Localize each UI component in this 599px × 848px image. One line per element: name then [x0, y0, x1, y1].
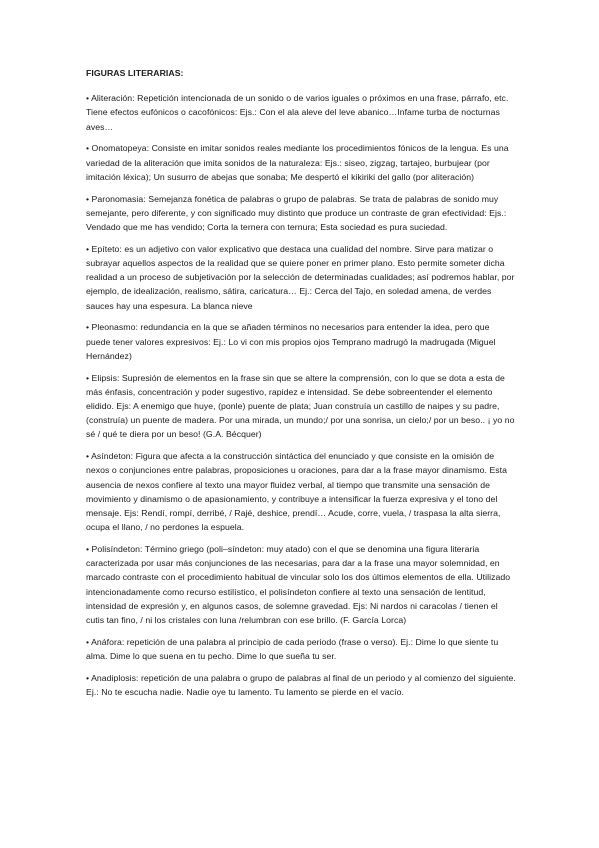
paragraph-epiteto: • Epíteto: es un adjetivo con valor explicativo que destaca una cualidad del nombre. Sirve para matizar o subrayar aquellos aspectos de la realidad que se quiere poner en primer plano. Esto permite someter dicha realidad a un proceso de subjetivación por la selección de determinadas cualidades; así podremos hablar, por ejemplo, de idealización, realismo, sátira, caricatura… Ej.: Cerca del Tajo, en soledad amena, de verdes sauces hay una espesura. La blanca nieve [86, 243, 515, 311]
paragraph-onomatopeya: • Onomatopeya: Consiste en imitar sonidos reales mediante los procedimientos fónicos de la lengua. Es una variedad de la aliteración que imita sonidos de la naturaleza: Ejs.: siseo, zigzag, tartajeo, burbujear (por imitación léxica); Un susurro de abejas que sonaba; Me despertó el kikiriki del gallo (por aliteración) [86, 143, 509, 182]
paragraph-asindeton: • Asíndeton: Figura que afecta a la construcción sintáctica del enunciado y que consiste en la omisión de nexos o conjunciones entre palabras, proposiciones u oraciones, para dar a la frase mayor dinamismo. Esta ausencia de nexos confiere al texto una mayor fluidez verbal, al tiempo que transmite una sensación de movimiento y dinamismo o de apasionamiento, y contribuye a intensificar la fuerza expresiva y el tono del mensaje. Ejs: Rendí, rompí, derribé, / Rajé, deshice, prendí… Acude, corre, vuela, / traspasa la alta sierra, ocupa el llano, / no perdones la espuela. [86, 451, 508, 533]
paragraph-anafora: • Anáfora: repetición de una palabra al principio de cada periodo (frase o verso). Ej.: Dime lo que siente tu alma. Dime lo que suena en tu pecho. Dime lo que sueña tu ser. [86, 636, 499, 662]
paragraph-elipsis: • Elipsis: Supresión de elementos en la frase sin que se altere la comprensión, con lo que se dota a esta de más énfasis, concentración y poder sugestivo, rapidez e intensidad. Se debe sobreentender el elemento elidido. Ejs: A enemigo que huye, (ponle) puente de plata; Juan construía un castillo de naipes y su padre, (construía) un puente de madera. Por una mirada, un mundo;/ por una sonrisa, un cielo;/ por un beso.. ¡ yo no sé / qué te diera por un beso! (G.A. Bécquer) [86, 372, 515, 440]
document-title: FIGURAS LITERARIAS: [86, 68, 184, 78]
paragraph-anadiplosis: • Anadiplosis: repetición de una palabra o grupo de palabras al final de un periodo y al comienzo del siguiente. Ej.: No te escucha nadie. Nadie oye tu lamento. Tu lamento se pierde en el vacío. [86, 672, 516, 698]
paragraph-polisindeton: • Polisíndeton: Término griego (poli–síndeton: muy atado) con el que se denomina una figura literaria caracterizada por usar más conjunciones de las necesarias, para dar a la frase una mayor solemnidad, en marcado contraste con el procedimiento habitual de vincular solo los dos últimos elementos de ella. Utilizado intencionadamente como recurso estilístico, el polisíndeton confiere al texto una sensación de lentitud, intensidad de expresión y, en algunos casos, de solemne gravedad. Ejs: Ni nardos ni caracolas / tienen el cutis tan fino, / ni los cristales con luna /relumbran con ese brillo. (F. García Lorca) [86, 544, 511, 626]
paragraph-pleonasmo: • Pleonasmo: redundancia en la que se añaden términos no necesarios para entender la idea, pero que puede tener valores expresivos: Ej.: Lo vi con mis propios ojos Temprano madrugó la madrugada (Miguel Hernández) [86, 322, 496, 361]
paragraph-aliteracion: • Aliteración: Repetición intencionada de un sonido o de varios iguales o próximos en una frase, párrafo, etc. Tiene efectos eufónicos o cacofónicos: Ejs.: Con el ala aleve del leve abanico…Infame turba de nocturnas aves… [86, 93, 509, 132]
document-body [86, 66, 516, 707]
paragraph-paronomasia: • Paronomasia: Semejanza fonética de palabras o grupo de palabras. Se trata de palabras de sonido muy semejante, pero diferente, y con significado muy distinto que produce un contraste de gran efectividad: Ejs.: Vendado que me has vendido; Corta la ternera con ternura; Esta sociedad es pura suciedad. [86, 193, 507, 233]
